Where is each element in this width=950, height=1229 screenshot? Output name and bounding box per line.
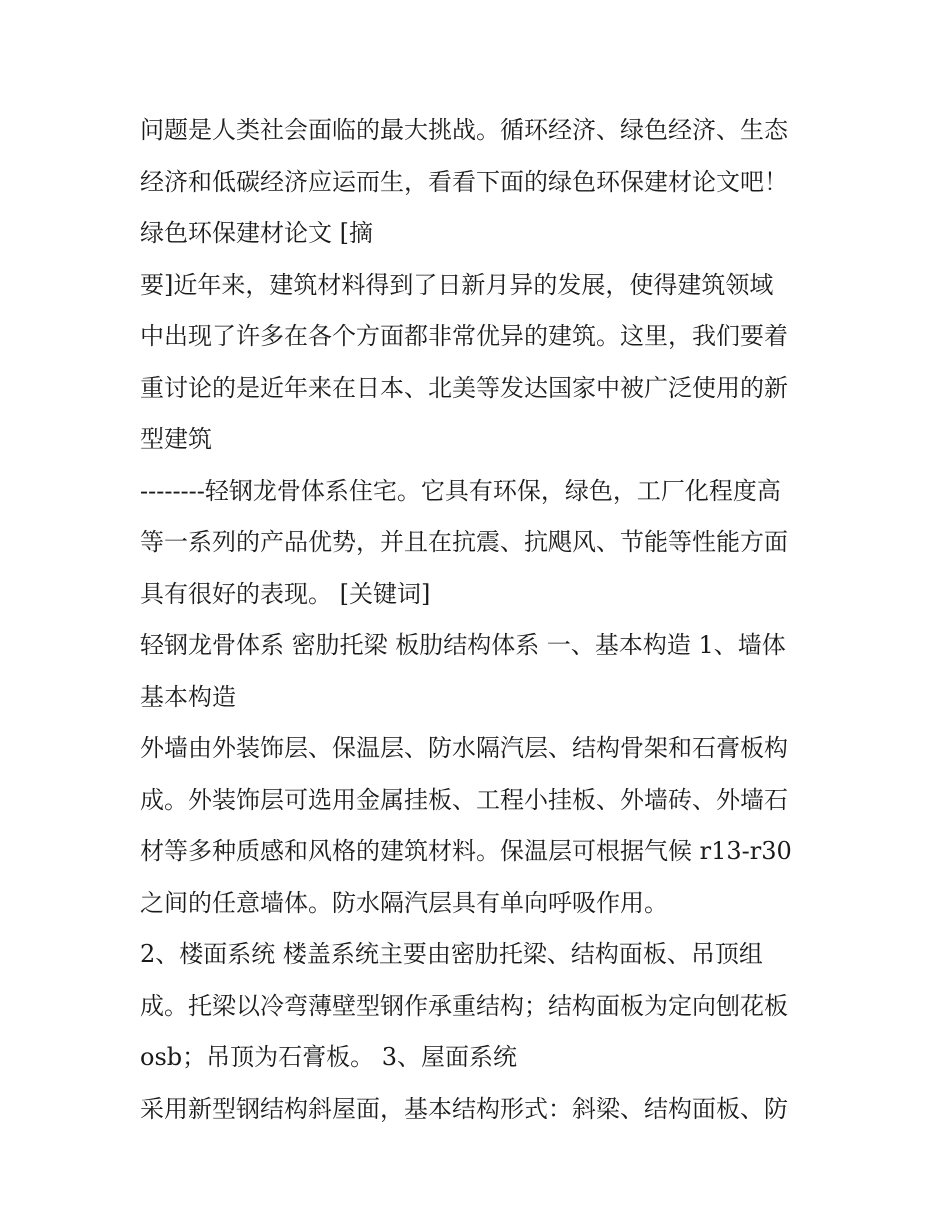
- text-line: 基本构造: [140, 682, 236, 711]
- text-line: 绿色环保建材论文 [摘: [140, 219, 373, 247]
- text-line: 问题是人类社会面临的最大挑战。循环经济、绿色经济、生态: [140, 116, 788, 144]
- text-line: 轻钢龙骨体系 密肋托梁 板肋结构体系 一、基本构造 1、墙体: [140, 631, 786, 659]
- text-line: 具有很好的表现。 [关键词]: [140, 579, 431, 608]
- text-line: 采用新型钢结构斜屋面，基本结构形式：斜梁、结构面板、防: [140, 1094, 788, 1123]
- text-line: osb；吊顶为石膏板。 3、屋面系统: [140, 1043, 518, 1071]
- text-line: 经济和低碳经济应运而生，看看下面的绿色环保建材论文吧！: [140, 167, 788, 196]
- text-line: --------轻钢龙骨体系住宅。它具有环保，绿色，工厂化程度高: [140, 476, 781, 505]
- text-line: 重讨论的是近年来在日本、北美等发达国家中被广泛使用的新: [140, 373, 788, 402]
- body-text: [140, 108, 820, 1138]
- text-line: 成。外装饰层可选用金属挂板、工程小挂板、外墙砖、外墙石: [140, 785, 788, 814]
- text-line: 型建筑: [140, 425, 212, 453]
- text-line: 之间的任意墙体。防水隔汽层具有单向呼吸作用。: [140, 888, 668, 917]
- text-line: 要]近年来，建筑材料得到了日新月异的发展，使得建筑领域: [140, 270, 774, 299]
- text-line: 等一系列的产品优势，并且在抗震、抗飓风、节能等性能方面: [140, 528, 788, 556]
- text-line: 2、楼面系统 楼盖系统主要由密肋托梁、结构面板、吊顶组: [140, 940, 763, 968]
- text-line: 中出现了许多在各个方面都非常优异的建筑。这里，我们要着: [140, 322, 788, 350]
- text-line: 成。托梁以冷弯薄壁型钢作承重结构；结构面板为定向刨花板: [140, 991, 788, 1020]
- text-line: 材等多种质感和风格的建筑材料。保温层可根据气候 r13-r30: [140, 837, 792, 865]
- text-line: 外墙由外装饰层、保温层、防水隔汽层、结构骨架和石膏板构: [140, 734, 788, 762]
